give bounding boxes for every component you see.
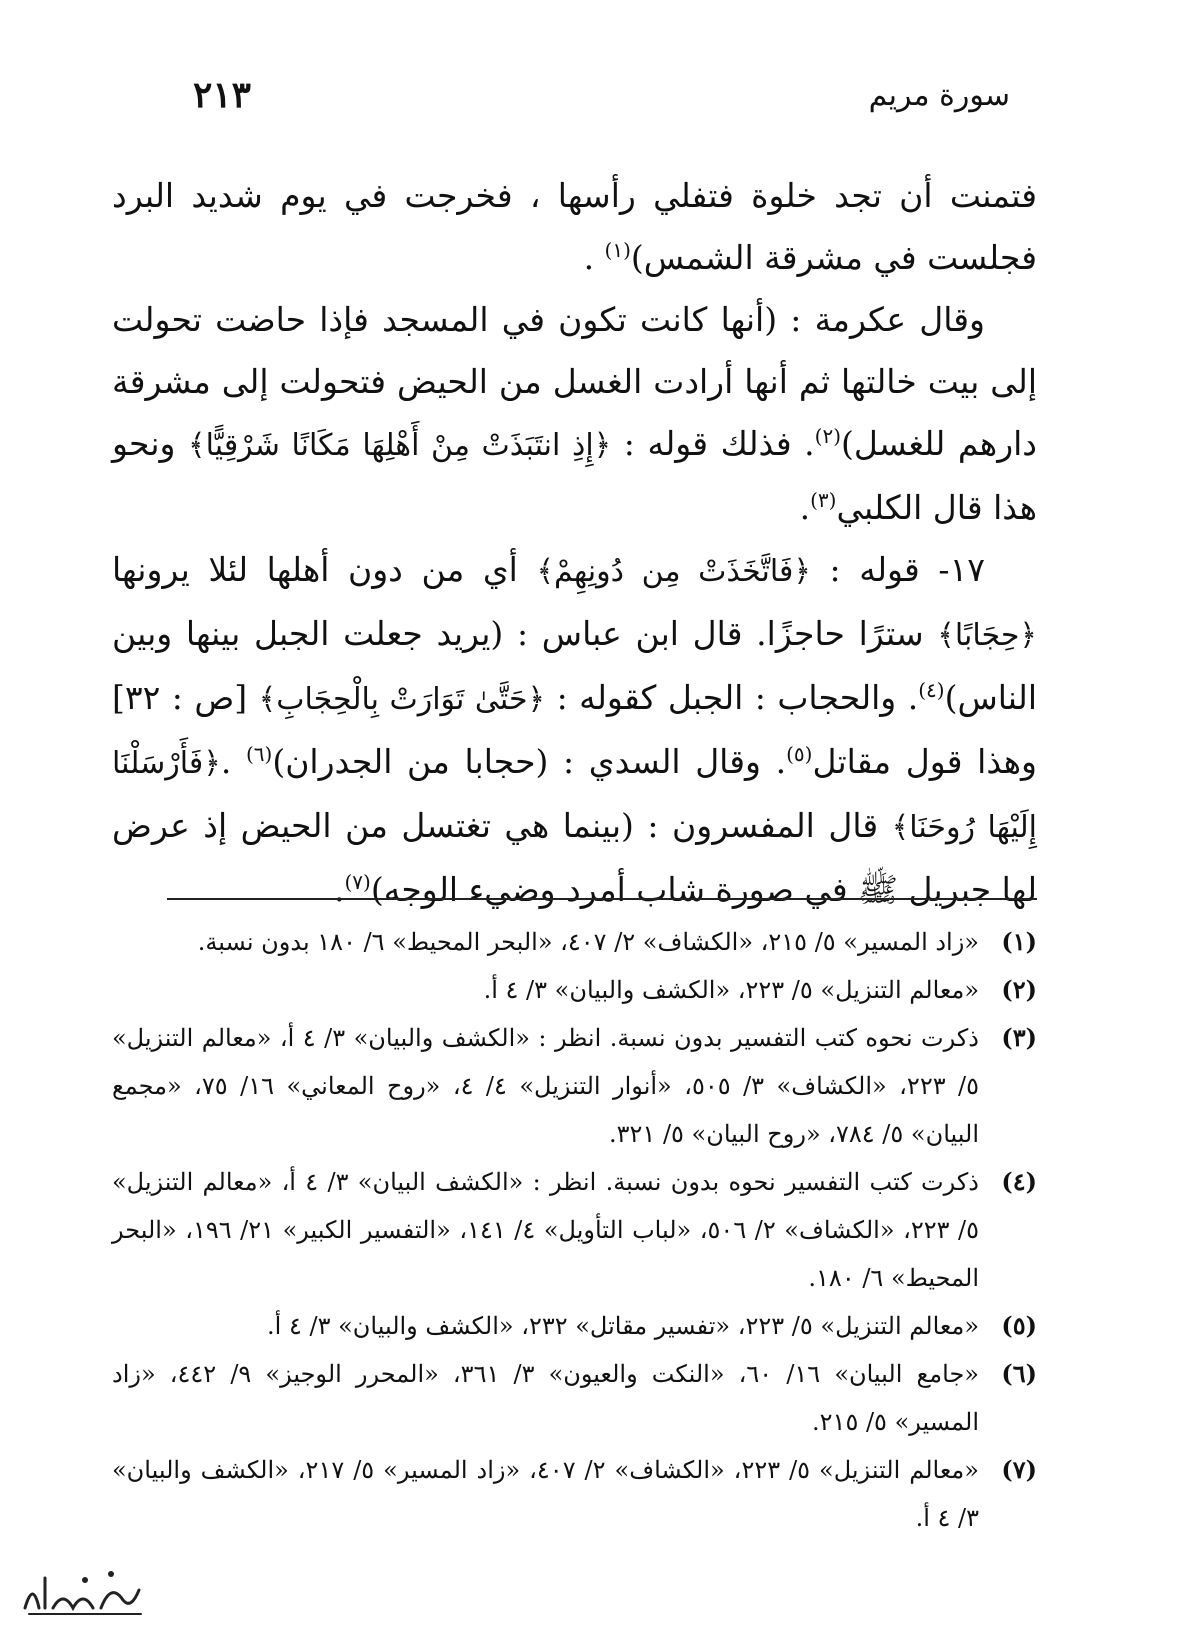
quran-quote: ﴿فَأَرْسَلْنَا إِلَيْهَا رُوحَنَا﴾ xyxy=(112,746,1037,845)
footnote-number: (٦) xyxy=(1001,1359,1037,1388)
footnote-ref: (٥) xyxy=(786,742,813,766)
text-run: . xyxy=(220,742,246,781)
footnote-number: (٧) xyxy=(1001,1455,1037,1484)
text-run: . فذلك قوله : xyxy=(611,424,815,463)
quran-quote: ﴿إِذِ انتَبَذَتْ مِنْ أَهْلِهَا مَكَانًا شَرْقِيًّا﴾ xyxy=(188,428,612,463)
footnote xyxy=(112,1158,1037,1302)
footnote-ref: (٦) xyxy=(245,742,273,766)
text-run: ١٧- قوله : xyxy=(810,550,986,589)
footnote-number: (٣) xyxy=(1001,1023,1037,1052)
footnote-text: «معالم التنزيل» ٥/ ٢٢٣، «تفسير مقاتل» ٢٣٢، «الكشف والبيان» ٣/ ٤ أ. xyxy=(267,1312,979,1340)
text-run: ونحو هذا قال الكلبي xyxy=(112,424,1037,527)
main-text xyxy=(112,165,1037,921)
footnote-text: «زاد المسير» ٥/ ٢١٥، «الكشاف» ٢/ ٤٠٧، «البحر المحيط» ٦/ ١٨٠ بدون نسبة. xyxy=(197,928,979,956)
footnote xyxy=(112,918,1037,966)
footnote-ref: (٧) xyxy=(344,870,371,894)
footnote-text: ذكرت نحوه كتب التفسير بدون نسبة. انظر : «الكشف والبيان» ٣/ ٤ أ، «معالم التنزيل» ٥/ ٢٢٣، «الكشاف» ٣/ ٥٠٥، «أنوار التنزيل» ٤/ ٤، «روح المعاني» ١٦/ ٧٥، «مجمع البيان» ٥/ ٧٨٤، «روح البيان» ٥/ ٣٢١. xyxy=(112,1024,980,1148)
footnote-ref: (١) xyxy=(604,238,631,262)
text-run: سترًا حاجزًا. قال ابن عباس : (يريد جعلت الجبل بينها وبين الناس) xyxy=(112,614,1037,717)
footnote-text: ذكرت كتب التفسير نحوه بدون نسبة. انظر : «الكشف البيان» ٣/ ٤ أ، «معالم التنزيل» ٥/ ٢٢٣، «الكشاف» ٢/ ٥٠٦، «لباب التأويل» ٤/ ١٤١، «التفسير الكبير» ٢١/ ١٩٦، «البحر المحيط» ٦/ ١٨٠. xyxy=(112,1168,980,1292)
text-run: . xyxy=(333,870,345,909)
footnote-number: (٥) xyxy=(1001,1311,1037,1340)
text-run: . وقال السدي : (حجابا من الجدران) xyxy=(272,742,787,781)
page-header xyxy=(165,74,1010,128)
paragraph-1 xyxy=(112,165,1037,289)
text-run: قال المفسرون : (بينما هي تغتسل من الحيض إذ عرض لها جبريل ﷺ في صورة شاب أمرد وضيء الوجه) xyxy=(112,806,1037,909)
footnote xyxy=(112,1014,1037,1158)
quran-quote: ﴿فَاتَّخَذَتْ مِن دُونِهِمْ﴾ xyxy=(536,554,811,589)
text-run: [ص : ٣٢] وهذا قول مقاتل xyxy=(112,678,1037,781)
text-run: . xyxy=(583,238,605,277)
footnote-text: «معالم التنزيل» ٥/ ٢٢٣، «الكشف والبيان» ٣/ ٤ أ. xyxy=(483,976,979,1004)
footnote-separator xyxy=(167,898,1037,900)
footnote-number: (١) xyxy=(1001,927,1037,956)
publisher-logo xyxy=(15,1560,150,1625)
footnote xyxy=(112,1302,1037,1350)
footnote-ref: (٢) xyxy=(814,424,842,448)
quran-quote: ﴿حِجَابًا﴾ xyxy=(937,618,1037,653)
paragraph-2 xyxy=(112,289,1037,539)
text-run: فتمنت أن تجد خلوة فتفلي رأسها ، فخرجت في يوم شديد البرد فجلست في مشرقة الشمس) xyxy=(112,176,1037,277)
footnote-ref: (٤) xyxy=(918,678,945,702)
footnote xyxy=(112,1350,1037,1446)
page-number: ٢١٣ xyxy=(193,74,252,116)
footnote-text: «جامع البيان» ١٦/ ٦٠، «النكت والعيون» ٣/ ٣٦١، «المحرر الوجيز» ٩/ ٤٤٢، «زاد المسير» ٥/ ٢١٥. xyxy=(112,1360,979,1436)
footnotes xyxy=(112,918,1037,1542)
footnote-number: (٤) xyxy=(1001,1167,1037,1196)
text-run: . والحجاب : الجبل كقوله : xyxy=(545,678,919,717)
surah-title: سورة مريم xyxy=(868,78,1010,113)
footnote-ref: (٣) xyxy=(810,488,837,512)
footnote xyxy=(112,966,1037,1014)
text-run: وقال عكرمة : (أنها كانت تكون في المسجد فإذا حاضت تحولت إلى بيت خالتها ثم أنها أرادت الغسل من الحيض فتحولت إلى مشرقة دارهم للغسل) xyxy=(112,300,1037,463)
footnote-text: «معالم التنزيل» ٥/ ٢٢٣، «الكشاف» ٢/ ٤٠٧، «زاد المسير» ٥/ ٢١٧، «الكشف والبيان» ٣/ ٤ أ. xyxy=(112,1456,979,1532)
footnote xyxy=(112,1446,1037,1542)
text-run: أي من دون أهلها لئلا يرونها xyxy=(112,550,537,589)
text-run: . xyxy=(799,488,811,527)
footnote-number: (٢) xyxy=(1001,975,1037,1004)
paragraph-3 xyxy=(112,539,1037,921)
quran-quote: ﴿حَتَّىٰ تَوَارَتْ بِالْحِجَابِ﴾ xyxy=(258,682,546,717)
